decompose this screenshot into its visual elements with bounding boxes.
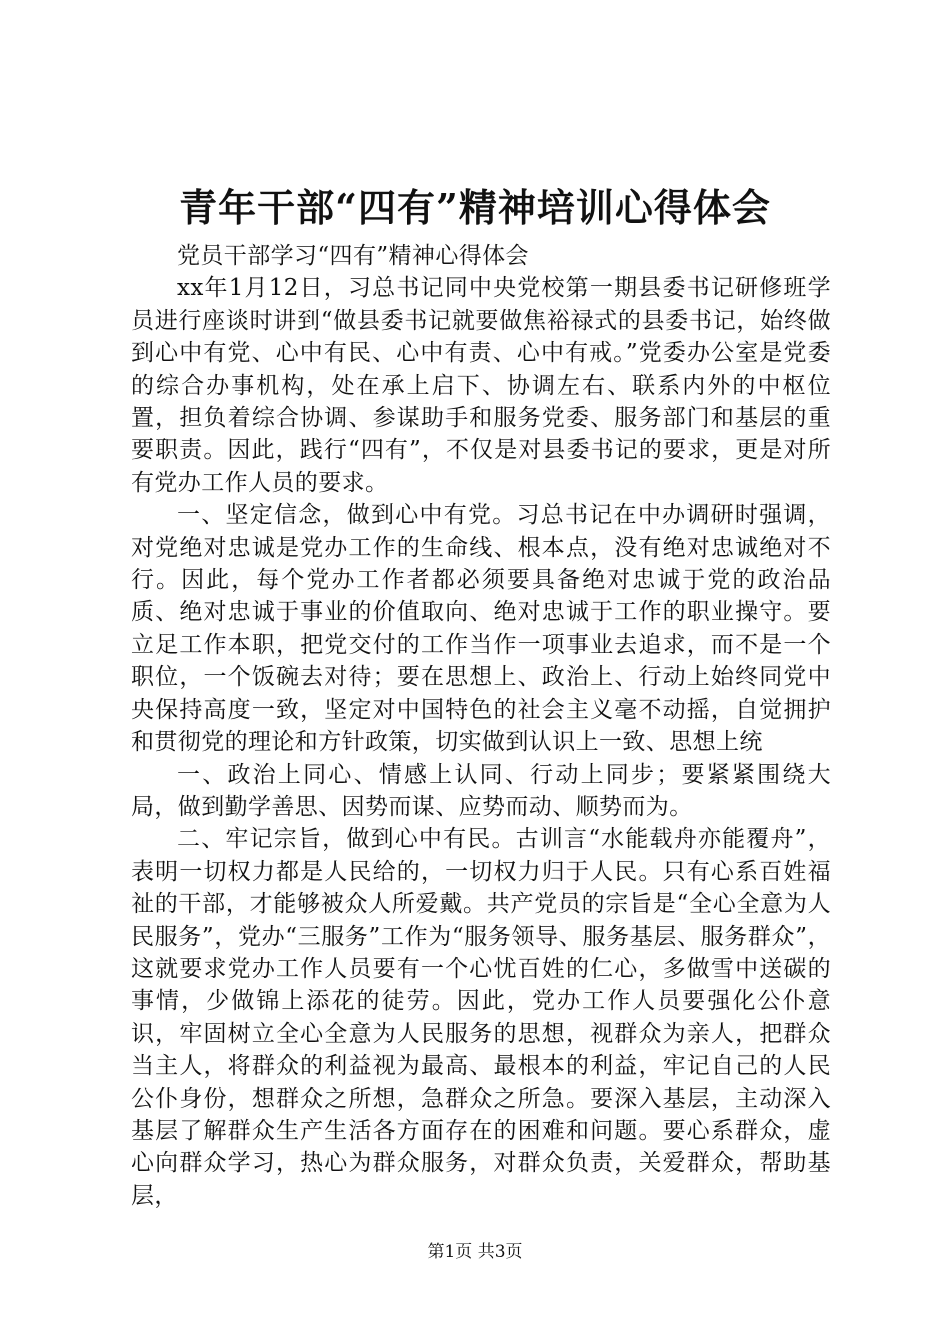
document-body (131, 240, 831, 1212)
subtitle-paragraph: 党员干部学习“四有”精神心得体会 (177, 243, 529, 269)
document-title: 青年干部“四有”精神培训心得体会 (179, 185, 771, 230)
body-paragraph-section-2: 二、牢记宗旨，做到心中有民。古训言“水能载舟亦能覆舟”，表明一切权力都是人民给的，一切权力归于人民。只有心系百姓福祉的干部，才能够被众人所爱戴。共产党员的宗旨是“全心全意为人民服务”，党办“三服务”工作为“服务领导、服务基层、服务群众”，这就要求党办工作人员要有一个心忧百姓的仁心，多做雪中送碳的事情，少做锦上添花的徒劳。因此，党办工作人员要强化公仆意识，牢固树立全心全意为人民服务的思想，视群众为亲人，把群众当主人，将群众的利益视为最高、最根本的利益，牢记自己的人民公仆身份，想群众之所想，急群众之所急。要深入基层，主动深入基层了解群众生产生活各方面存在的困难和问题。要心系群众，虚心向群众学习，热心为群众服务，对群众负责，关爱群众，帮助基层， (131, 826, 831, 1209)
page-footer: 第1页 共3页 (427, 1242, 523, 1262)
body-paragraph-section-1: 一、坚定信念，做到心中有党。习总书记在中办调研时强调，对党绝对忠诚是党办工作的生命线、根本点，没有绝对忠诚绝对不行。因此，每个党办工作者都必须要具备绝对忠诚于党的政治品质、绝对忠诚于事业的价值取向、绝对忠诚于工作的职业操守。要立足工作本职，把党交付的工作当作一项事业去追求，而不是一个职位，一个饭碗去对待；要在思想上、政治上、行动上始终同党中央保持高度一致，坚定对中国特色的社会主义毫不动摇，自觉拥护和贯彻党的理论和方针政策，切实做到认识上一致、思想上统 (131, 502, 831, 756)
body-paragraph-intro: xx年1月12日，习总书记同中央党校第一期县委书记研修班学员进行座谈时讲到“做县委书记就要做焦裕禄式的县委书记，始终做到心中有党、心中有民、心中有责、心中有戒。”党委办公室是党委的综合办事机构，处在承上启下、协调左右、联系内外的中枢位置，担负着综合协调、参谋助手和服务党委、服务部门和基层的重要职责。因此，践行“四有”，不仅是对县委书记的要求，更是对所有党办工作人员的要求。 (131, 275, 831, 496)
body-paragraph-section-1-cont: 一、政治上同心、情感上认同、行动上同步；要紧紧围绕大局，做到勤学善思、因势而谋、应势而动、顺势而为。 (131, 761, 831, 820)
